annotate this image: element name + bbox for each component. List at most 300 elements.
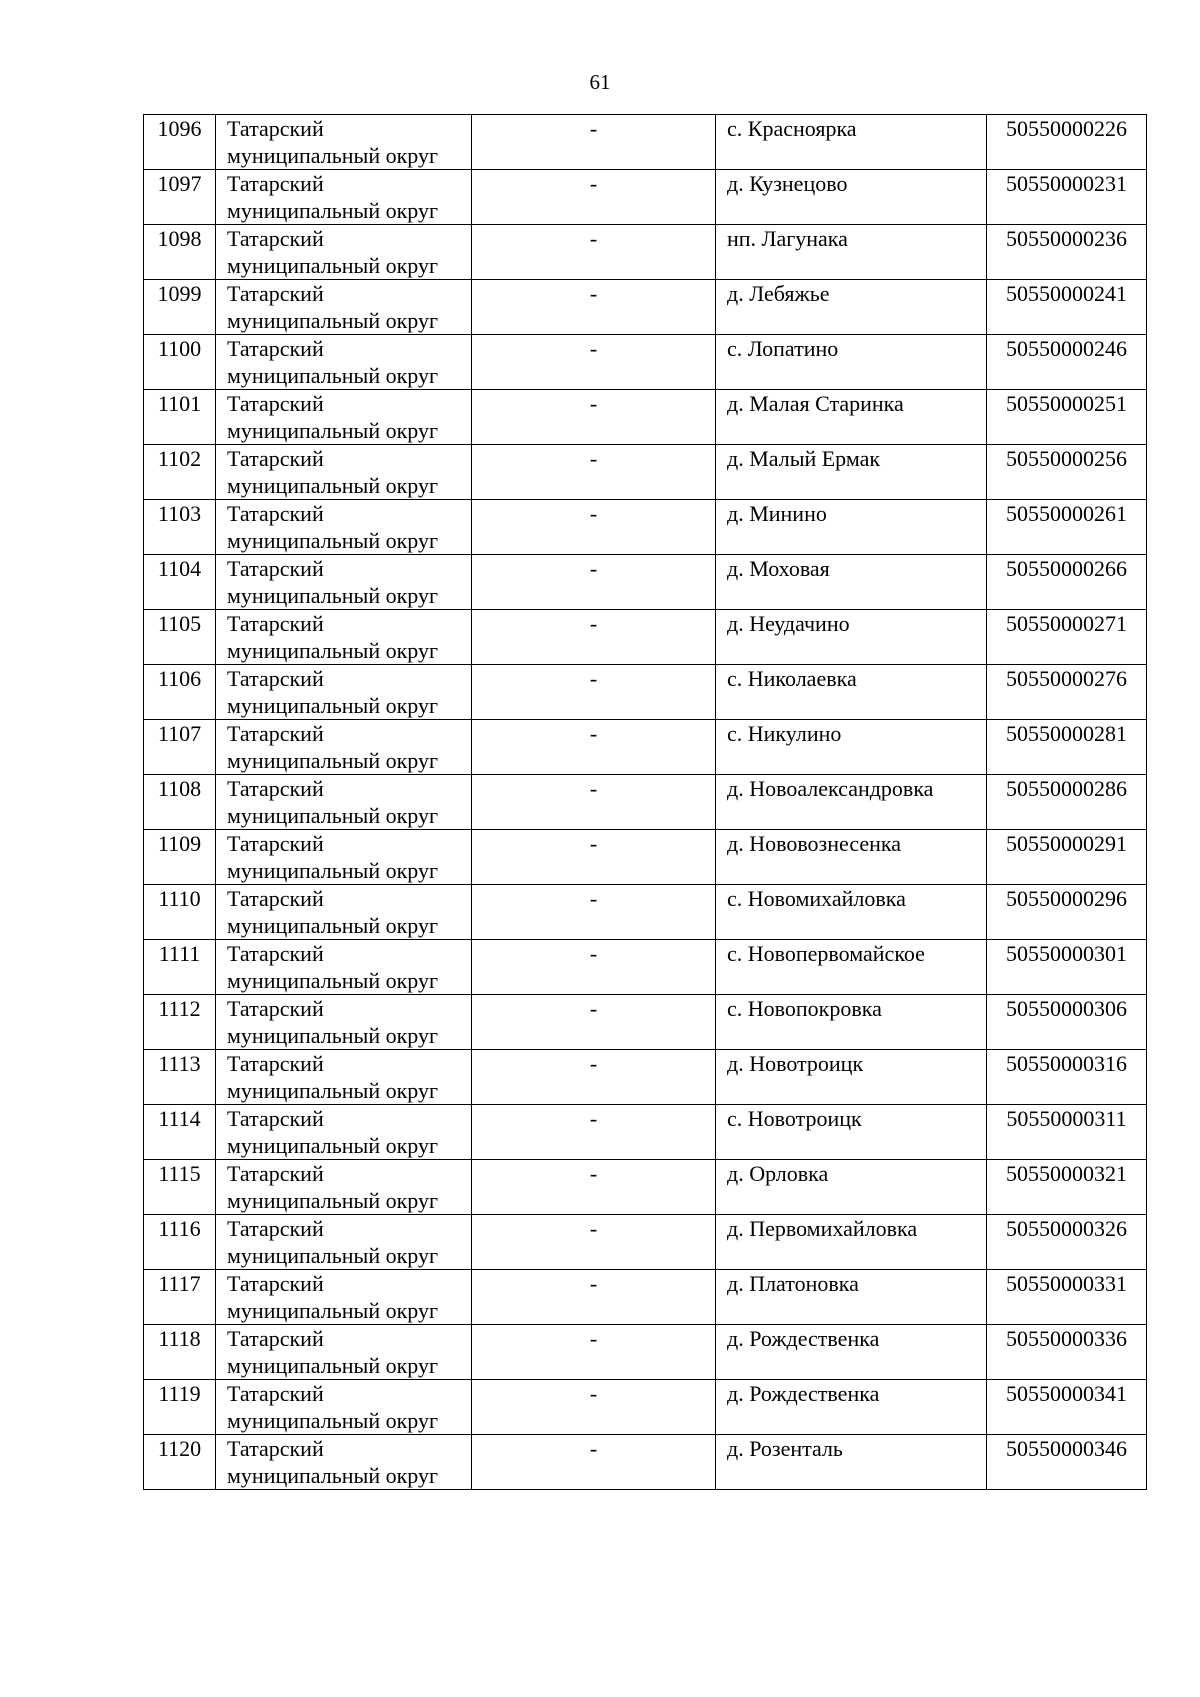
row-number: 1117 — [158, 1271, 201, 1296]
settlement-code: 50550000316 — [1006, 1051, 1127, 1076]
settlement-code: 50550000306 — [1006, 996, 1127, 1021]
settlement-code: 50550000281 — [1006, 721, 1127, 746]
settlement-cell — [716, 390, 987, 445]
district-type: муниципальный округ — [227, 253, 439, 278]
code-cell — [987, 610, 1147, 665]
row-number: 1099 — [157, 281, 202, 306]
row-number: 1118 — [158, 1326, 201, 1351]
district-cell — [216, 1215, 472, 1270]
settlement-cell — [716, 665, 987, 720]
dash-value: - — [589, 611, 598, 636]
district-name: Татарский — [227, 336, 324, 361]
row-number-cell — [144, 555, 216, 610]
settlement-code: 50550000256 — [1006, 446, 1127, 471]
row-number: 1109 — [157, 831, 202, 856]
district-cell — [216, 1050, 472, 1105]
settlement-cell — [716, 1325, 987, 1380]
settlement-name: с. Новопокровка — [727, 996, 882, 1021]
settlement-name: нп. Лагунака — [727, 226, 848, 251]
district-cell — [216, 1160, 472, 1215]
settlement-name: д. Нововознесенка — [727, 831, 902, 856]
settlement-cell — [716, 170, 987, 225]
settlement-name: с. Новотроицк — [727, 1106, 862, 1131]
settlement-code: 50550000236 — [1006, 226, 1127, 251]
table-row — [144, 1435, 1147, 1490]
settlement-code: 50550000261 — [1006, 501, 1127, 526]
district-type: муниципальный округ — [227, 693, 439, 718]
code-cell — [987, 225, 1147, 280]
settlement-cell — [716, 720, 987, 775]
settlement-code: 50550000341 — [1006, 1381, 1127, 1406]
row-number: 1114 — [158, 1106, 201, 1131]
district-name: Татарский — [227, 1436, 324, 1461]
district-type: муниципальный округ — [227, 418, 439, 443]
district-name: Татарский — [227, 611, 324, 636]
settlement-code: 50550000301 — [1006, 941, 1127, 966]
settlement-name: д. Первомихайловка — [727, 1216, 918, 1241]
district-cell — [216, 1435, 472, 1490]
district-name: Татарский — [227, 886, 324, 911]
row-number: 1113 — [158, 1051, 201, 1076]
district-cell — [216, 1325, 472, 1380]
settlement-cell — [716, 995, 987, 1050]
dash-value: - — [589, 446, 598, 471]
table-row — [144, 830, 1147, 885]
row-number: 1105 — [157, 611, 202, 636]
dash-value: - — [589, 886, 598, 911]
code-cell — [987, 1050, 1147, 1105]
dash-cell — [472, 170, 716, 225]
district-type: муниципальный округ — [227, 1188, 439, 1213]
district-name: Татарский — [227, 1106, 324, 1131]
district-cell — [216, 1270, 472, 1325]
district-name: Татарский — [227, 831, 324, 856]
row-number: 1120 — [157, 1436, 202, 1461]
dash-cell — [472, 610, 716, 665]
dash-cell — [472, 885, 716, 940]
row-number-cell — [144, 610, 216, 665]
settlement-code: 50550000326 — [1006, 1216, 1127, 1241]
settlement-cell — [716, 1270, 987, 1325]
district-type: муниципальный округ — [227, 748, 439, 773]
settlement-cell — [716, 1380, 987, 1435]
district-name: Татарский — [227, 1381, 324, 1406]
table-row — [144, 225, 1147, 280]
district-cell — [216, 555, 472, 610]
row-number: 1104 — [157, 556, 202, 581]
code-cell — [987, 720, 1147, 775]
table-row — [144, 775, 1147, 830]
row-number-cell — [144, 830, 216, 885]
district-type: муниципальный округ — [227, 1408, 439, 1433]
district-type: муниципальный округ — [227, 143, 439, 168]
dash-value: - — [589, 1271, 598, 1296]
code-cell — [987, 1105, 1147, 1160]
dash-cell — [472, 1105, 716, 1160]
settlement-cell — [716, 885, 987, 940]
settlement-name: д. Минино — [727, 501, 827, 526]
district-type: муниципальный округ — [227, 858, 439, 883]
district-name: Татарский — [227, 1051, 324, 1076]
settlements-table — [143, 114, 1147, 1490]
district-type: муниципальный округ — [227, 198, 439, 223]
table-row — [144, 995, 1147, 1050]
row-number: 1103 — [157, 501, 202, 526]
row-number: 1098 — [157, 226, 202, 251]
district-type: муниципальный округ — [227, 1078, 439, 1103]
district-type: муниципальный округ — [227, 803, 439, 828]
dash-value: - — [589, 996, 598, 1021]
dash-cell — [472, 830, 716, 885]
settlement-name: с. Никулино — [727, 721, 842, 746]
dash-cell — [472, 115, 716, 170]
table-row — [144, 445, 1147, 500]
settlement-cell — [716, 940, 987, 995]
dash-value: - — [589, 1161, 598, 1186]
dash-cell — [472, 225, 716, 280]
district-cell — [216, 830, 472, 885]
district-cell — [216, 280, 472, 335]
settlement-name: д. Рождественка — [727, 1381, 880, 1406]
district-cell — [216, 885, 472, 940]
row-number-cell — [144, 885, 216, 940]
row-number-cell — [144, 1380, 216, 1435]
settlement-name: д. Малый Ермак — [727, 446, 881, 471]
dash-value: - — [589, 1106, 598, 1131]
row-number-cell — [144, 1105, 216, 1160]
dash-value: - — [589, 116, 598, 141]
district-cell — [216, 610, 472, 665]
table-row — [144, 115, 1147, 170]
settlement-code: 50550000336 — [1006, 1326, 1127, 1351]
district-type: муниципальный округ — [227, 528, 439, 553]
settlement-code: 50550000331 — [1006, 1271, 1127, 1296]
settlement-name: д. Кузнецово — [727, 171, 848, 196]
district-type: муниципальный округ — [227, 583, 439, 608]
dash-value: - — [589, 556, 598, 581]
settlement-name: д. Платоновка — [727, 1271, 859, 1296]
code-cell — [987, 1325, 1147, 1380]
dash-cell — [472, 1160, 716, 1215]
row-number-cell — [144, 1435, 216, 1490]
district-name: Татарский — [227, 1271, 324, 1296]
settlement-name: д. Орловка — [727, 1161, 829, 1186]
district-cell — [216, 665, 472, 720]
district-cell — [216, 995, 472, 1050]
table-row — [144, 610, 1147, 665]
district-cell — [216, 390, 472, 445]
table-row — [144, 280, 1147, 335]
settlement-name: с. Николаевка — [727, 666, 857, 691]
row-number-cell — [144, 775, 216, 830]
settlement-code: 50550000266 — [1006, 556, 1127, 581]
dash-value: - — [589, 336, 598, 361]
row-number-cell — [144, 170, 216, 225]
row-number: 1110 — [158, 886, 201, 911]
settlement-name: д. Рождественка — [727, 1326, 880, 1351]
settlement-code: 50550000321 — [1006, 1161, 1127, 1186]
settlement-name: д. Лебяжье — [727, 281, 830, 306]
settlement-name: с. Лопатино — [727, 336, 839, 361]
table-row — [144, 1325, 1147, 1380]
district-cell — [216, 170, 472, 225]
row-number-cell — [144, 940, 216, 995]
settlement-cell — [716, 225, 987, 280]
row-number-cell — [144, 280, 216, 335]
row-number: 1106 — [157, 666, 202, 691]
district-name: Татарский — [227, 776, 324, 801]
code-cell — [987, 115, 1147, 170]
settlement-name: д. Моховая — [727, 556, 830, 581]
district-cell — [216, 940, 472, 995]
district-type: муниципальный округ — [227, 913, 439, 938]
dash-cell — [472, 555, 716, 610]
district-name: Татарский — [227, 446, 324, 471]
district-type: муниципальный округ — [227, 363, 439, 388]
district-type: муниципальный округ — [227, 1023, 439, 1048]
dash-value: - — [589, 831, 598, 856]
row-number: 1096 — [157, 116, 202, 141]
district-name: Татарский — [227, 996, 324, 1021]
dash-value: - — [589, 666, 598, 691]
code-cell — [987, 335, 1147, 390]
row-number-cell — [144, 225, 216, 280]
settlement-cell — [716, 500, 987, 555]
district-name: Татарский — [227, 171, 324, 196]
row-number-cell — [144, 1270, 216, 1325]
settlement-code: 50550000286 — [1006, 776, 1127, 801]
settlement-cell — [716, 335, 987, 390]
dash-value: - — [589, 281, 598, 306]
row-number: 1111 — [158, 941, 201, 966]
table-row — [144, 390, 1147, 445]
code-cell — [987, 830, 1147, 885]
table-row — [144, 720, 1147, 775]
district-type: муниципальный округ — [227, 638, 439, 663]
settlement-name: с. Новопервомайское — [727, 941, 925, 966]
row-number-cell — [144, 665, 216, 720]
table-row — [144, 885, 1147, 940]
dash-value: - — [589, 171, 598, 196]
table-row — [144, 1215, 1147, 1270]
district-name: Татарский — [227, 116, 324, 141]
settlement-cell — [716, 1105, 987, 1160]
row-number: 1107 — [157, 721, 202, 746]
settlement-cell — [716, 775, 987, 830]
dash-value: - — [589, 391, 598, 416]
table-row — [144, 1380, 1147, 1435]
settlement-code: 50550000226 — [1006, 116, 1127, 141]
row-number-cell — [144, 500, 216, 555]
row-number: 1101 — [157, 391, 202, 416]
dash-value: - — [589, 226, 598, 251]
district-type: муниципальный округ — [227, 1353, 439, 1378]
settlement-code: 50550000246 — [1006, 336, 1127, 361]
dash-value: - — [589, 1381, 598, 1406]
table-row — [144, 500, 1147, 555]
row-number: 1115 — [158, 1161, 201, 1186]
settlement-name: с. Новомихайловка — [727, 886, 906, 911]
district-type: муниципальный округ — [227, 1463, 439, 1488]
settlement-name: д. Новоалександровка — [727, 776, 934, 801]
settlement-code: 50550000276 — [1006, 666, 1127, 691]
settlement-code: 50550000231 — [1006, 171, 1127, 196]
table-row — [144, 1160, 1147, 1215]
district-type: муниципальный округ — [227, 968, 439, 993]
code-cell — [987, 555, 1147, 610]
dash-cell — [472, 1050, 716, 1105]
settlement-cell — [716, 280, 987, 335]
dash-value: - — [589, 1436, 598, 1461]
code-cell — [987, 390, 1147, 445]
row-number: 1102 — [157, 446, 202, 471]
district-cell — [216, 445, 472, 500]
district-name: Татарский — [227, 941, 324, 966]
settlement-cell — [716, 1215, 987, 1270]
code-cell — [987, 885, 1147, 940]
district-type: муниципальный округ — [227, 1133, 439, 1158]
district-cell — [216, 775, 472, 830]
settlement-code: 50550000311 — [1006, 1106, 1127, 1131]
dash-cell — [472, 1380, 716, 1435]
district-name: Татарский — [227, 281, 324, 306]
row-number-cell — [144, 445, 216, 500]
code-cell — [987, 665, 1147, 720]
settlement-cell — [716, 1435, 987, 1490]
dash-cell — [472, 775, 716, 830]
district-cell — [216, 115, 472, 170]
table-row — [144, 335, 1147, 390]
district-type: муниципальный округ — [227, 1298, 439, 1323]
code-cell — [987, 1160, 1147, 1215]
code-cell — [987, 1380, 1147, 1435]
district-name: Татарский — [227, 1216, 324, 1241]
dash-cell — [472, 995, 716, 1050]
code-cell — [987, 280, 1147, 335]
table-row — [144, 1105, 1147, 1160]
table-body — [144, 115, 1147, 1490]
settlement-cell — [716, 1160, 987, 1215]
row-number-cell — [144, 335, 216, 390]
row-number-cell — [144, 720, 216, 775]
settlement-code: 50550000241 — [1006, 281, 1127, 306]
table-row — [144, 555, 1147, 610]
code-cell — [987, 940, 1147, 995]
dash-cell — [472, 280, 716, 335]
district-type: муниципальный округ — [227, 473, 439, 498]
district-name: Татарский — [227, 556, 324, 581]
dash-cell — [472, 390, 716, 445]
dash-cell — [472, 500, 716, 555]
district-name: Татарский — [227, 1161, 324, 1186]
row-number: 1112 — [158, 996, 201, 1021]
table-row — [144, 170, 1147, 225]
district-name: Татарский — [227, 226, 324, 251]
settlement-name: д. Розенталь — [727, 1436, 843, 1461]
dash-cell — [472, 335, 716, 390]
table-row — [144, 665, 1147, 720]
table-row — [144, 1050, 1147, 1105]
row-number: 1108 — [157, 776, 202, 801]
settlement-name: д. Малая Старинка — [727, 391, 904, 416]
row-number: 1100 — [157, 336, 202, 361]
row-number-cell — [144, 995, 216, 1050]
dash-value: - — [589, 1216, 598, 1241]
settlement-cell — [716, 555, 987, 610]
row-number-cell — [144, 1050, 216, 1105]
row-number: 1116 — [158, 1216, 201, 1241]
dash-cell — [472, 445, 716, 500]
district-type: муниципальный округ — [227, 308, 439, 333]
code-cell — [987, 775, 1147, 830]
district-cell — [216, 500, 472, 555]
settlement-code: 50550000291 — [1006, 831, 1127, 856]
code-cell — [987, 1435, 1147, 1490]
settlement-code: 50550000346 — [1006, 1436, 1127, 1461]
code-cell — [987, 170, 1147, 225]
dash-value: - — [589, 776, 598, 801]
settlement-cell — [716, 115, 987, 170]
settlement-name: д. Новотроицк — [727, 1051, 864, 1076]
code-cell — [987, 1215, 1147, 1270]
row-number-cell — [144, 1215, 216, 1270]
settlement-name: с. Красноярка — [727, 116, 857, 141]
dash-cell — [472, 1215, 716, 1270]
settlement-cell — [716, 1050, 987, 1105]
district-name: Татарский — [227, 721, 324, 746]
settlement-code: 50550000251 — [1006, 391, 1127, 416]
dash-value: - — [589, 501, 598, 526]
district-cell — [216, 720, 472, 775]
table-row — [144, 940, 1147, 995]
settlement-cell — [716, 445, 987, 500]
code-cell — [987, 445, 1147, 500]
row-number-cell — [144, 115, 216, 170]
district-cell — [216, 335, 472, 390]
page-number: 61 — [589, 70, 611, 94]
district-name: Татарский — [227, 391, 324, 416]
table-row — [144, 1270, 1147, 1325]
settlement-code: 50550000296 — [1006, 886, 1127, 911]
dash-value: - — [589, 721, 598, 746]
dash-cell — [472, 1435, 716, 1490]
dash-value: - — [589, 1051, 598, 1076]
settlement-cell — [716, 830, 987, 885]
dash-cell — [472, 940, 716, 995]
row-number-cell — [144, 390, 216, 445]
district-name: Татарский — [227, 1326, 324, 1351]
row-number: 1119 — [158, 1381, 201, 1406]
dash-value: - — [589, 941, 598, 966]
settlement-name: д. Неудачино — [727, 611, 850, 636]
settlement-cell — [716, 610, 987, 665]
district-cell — [216, 1380, 472, 1435]
district-type: муниципальный округ — [227, 1243, 439, 1268]
dash-cell — [472, 665, 716, 720]
settlement-code: 50550000271 — [1006, 611, 1127, 636]
row-number-cell — [144, 1160, 216, 1215]
dash-value: - — [589, 1326, 598, 1351]
dash-cell — [472, 720, 716, 775]
dash-cell — [472, 1270, 716, 1325]
row-number: 1097 — [157, 171, 202, 196]
district-cell — [216, 225, 472, 280]
district-cell — [216, 1105, 472, 1160]
row-number-cell — [144, 1325, 216, 1380]
code-cell — [987, 1270, 1147, 1325]
code-cell — [987, 995, 1147, 1050]
district-name: Татарский — [227, 666, 324, 691]
